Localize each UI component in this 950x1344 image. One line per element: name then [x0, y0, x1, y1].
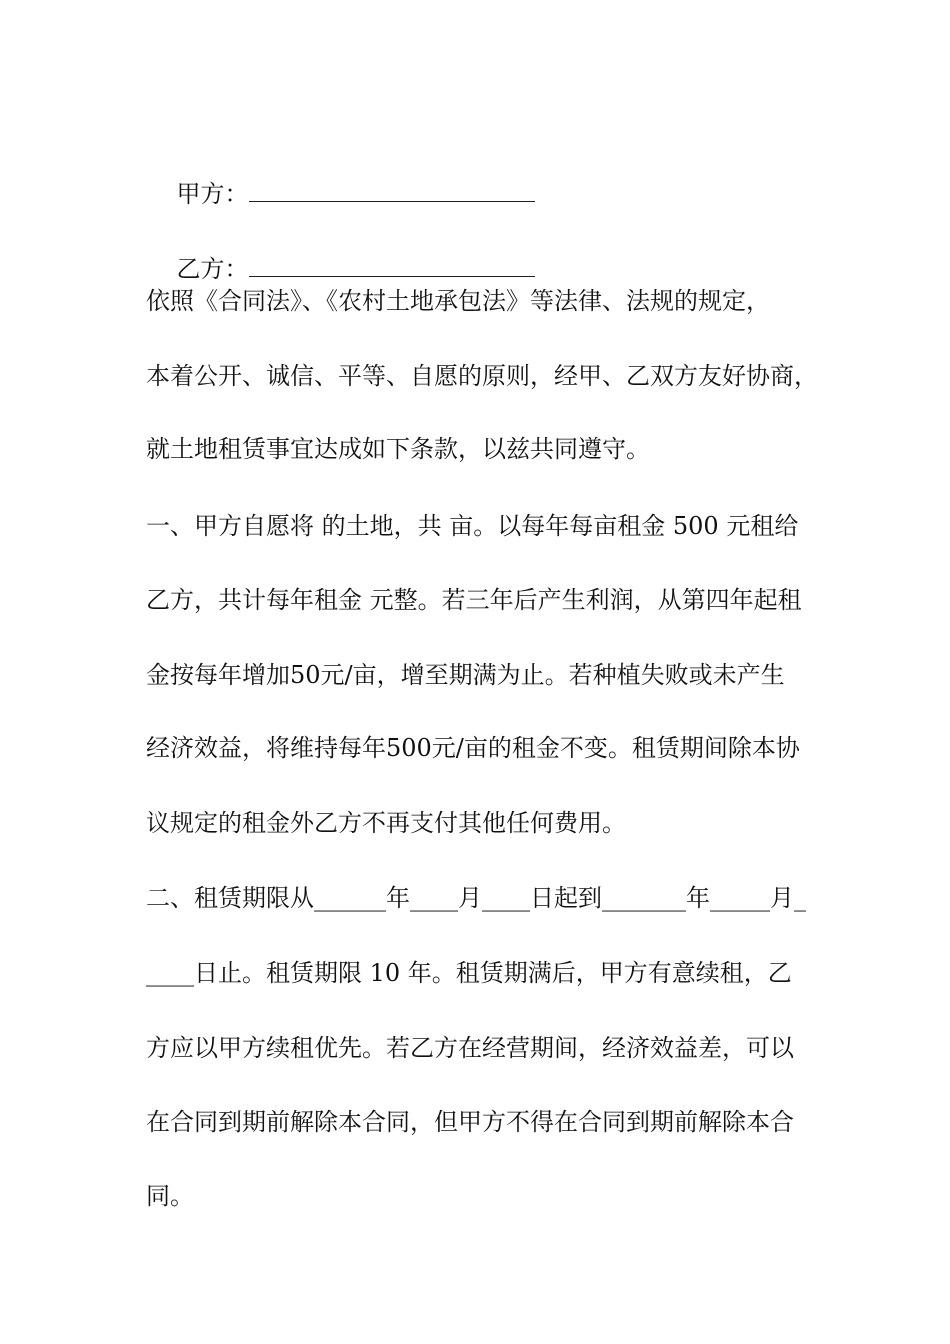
party-b-label: 乙方： — [176, 255, 249, 283]
clause-1-line-1: 一、甲方自愿将 的土地，共 亩。以每年每亩租金 500 元租给 — [146, 512, 799, 540]
clause-2-line-4: 在合同到期前解除本合同，但甲方不得在合同到期前解除本合 — [146, 1108, 794, 1136]
clause-1-line-3: 金按每年增加50元/亩，增至期满为止。若种植失败或未产生 — [146, 661, 785, 689]
preamble-line-1: 依照《合同法》、《农村土地承包法》等法律、法规的规定， — [146, 287, 770, 315]
party-b-line — [146, 209, 826, 283]
clause-2-line-2: ____日止。租赁期限 10 年。租赁期满后，甲方有意续租，乙 — [146, 959, 792, 987]
preamble-line-2: 本着公开、诚信、平等、自愿的原则，经甲、乙双方友好协商， — [146, 362, 818, 390]
party-a-line — [146, 134, 826, 208]
clause-2-line-1: 二、租赁期限从______年____月____日起到_______年_____月_ — [146, 884, 806, 912]
party-a-blank[interactable] — [249, 175, 535, 202]
preamble-line-3: 就土地租赁事宜达成如下条款，以兹共同遵守。 — [146, 435, 650, 463]
clause-1-line-5: 议规定的租金外乙方不再支付其他任何费用。 — [146, 809, 626, 837]
clause-1-line-2: 乙方，共计每年租金 元整。若三年后产生利润，从第四年起租 — [146, 586, 802, 614]
party-a-label: 甲方： — [176, 180, 249, 208]
clause-2-line-5: 同。 — [146, 1182, 194, 1210]
clause-1-line-4: 经济效益，将维持每年500元/亩的租金不变。租赁期间除本协 — [146, 734, 800, 762]
clause-2-line-3: 方应以甲方续租优先。若乙方在经营期间，经济效益差，可以 — [146, 1034, 794, 1062]
party-b-blank[interactable] — [249, 250, 535, 277]
